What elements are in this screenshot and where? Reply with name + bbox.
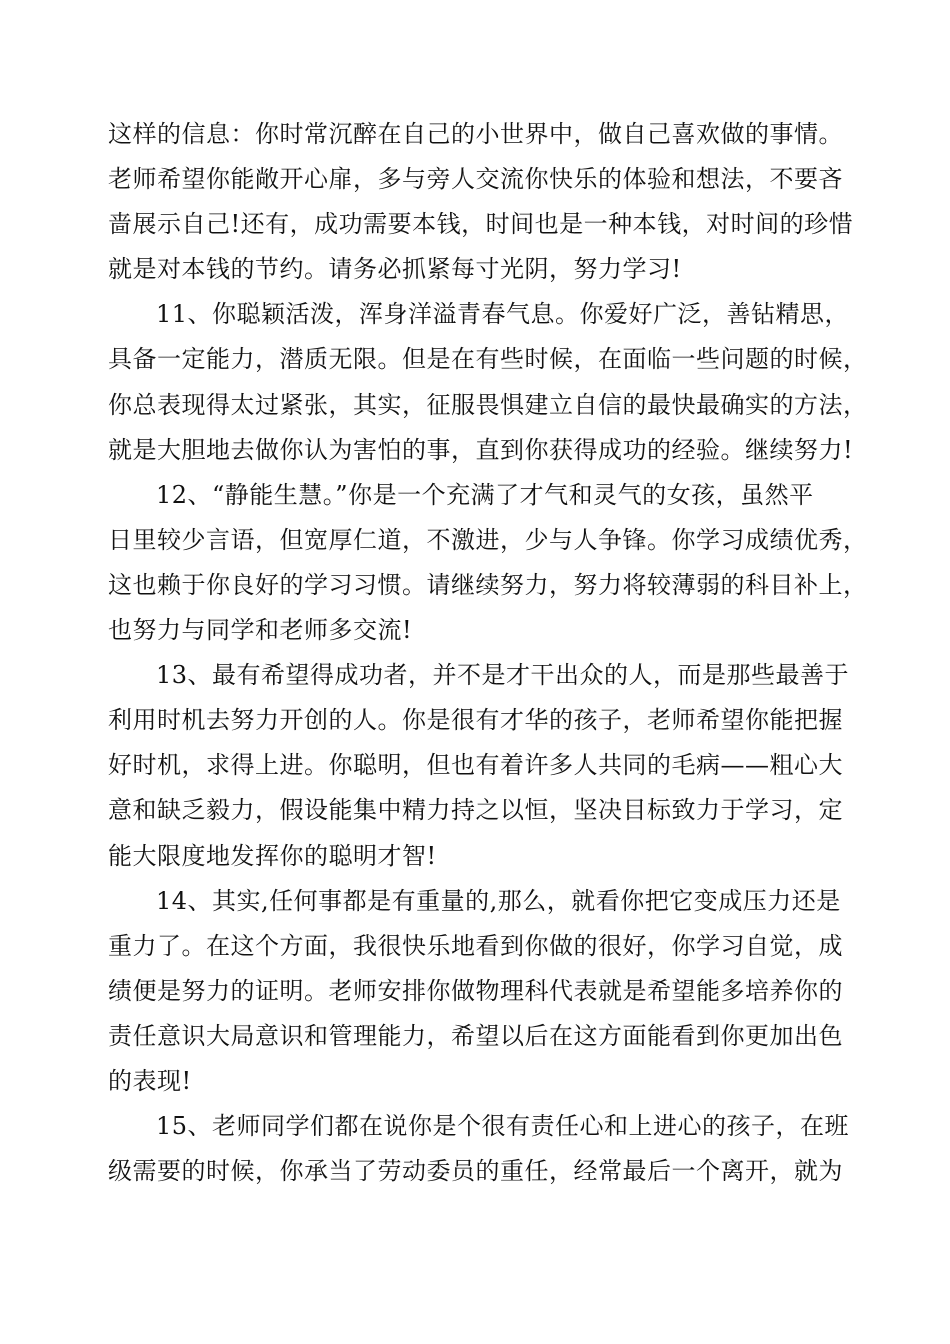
text-line: 13、最有希望得成功者，并不是才干出众的人，而是那些最善于	[156, 661, 850, 690]
document-body	[108, 112, 868, 1194]
text-line: 能大限度地发挥你的聪明才智!	[108, 841, 437, 870]
text-line: 责任意识大局意识和管理能力，希望以后在这方面能看到你更加出色	[108, 1021, 843, 1050]
text-line: 重力了。在这个方面，我很快乐地看到你做的很好，你学习自觉，成	[108, 931, 843, 960]
paragraph-15	[108, 1104, 850, 1194]
paragraph-14	[108, 879, 843, 1104]
text-line: 的表现!	[108, 1066, 192, 1095]
text-line: 日里较少言语，但宽厚仁道，不激进，少与人争锋。你学习成绩优秀，	[108, 525, 868, 554]
text-line: 11、你聪颖活泼，浑身洋溢青春气息。你爱好广泛，善钻精思，	[156, 300, 850, 329]
text-line: 啬展示自己!还有，成功需要本钱，时间也是一种本钱，对时间的珍惜	[108, 210, 854, 239]
paragraph-12	[108, 473, 868, 653]
text-line: 好时机，求得上进。你聪明，但也有着许多人共同的毛病——粗心大	[108, 751, 843, 780]
paragraph-11	[108, 292, 868, 472]
text-line: 12、“静能生慧。”你是一个充满了才气和灵气的女孩，虽然平	[156, 480, 814, 509]
text-line: 意和缺乏毅力，假设能集中精力持之以恒，坚决目标致力于学习，定	[108, 796, 843, 825]
text-line: 也努力与同学和老师多交流!	[108, 616, 413, 645]
text-line: 这也赖于你良好的学习习惯。请继续努力，努力将较薄弱的科目补上，	[108, 570, 868, 599]
text-line: 14、其实,任何事都是有重量的,那么，就看你把它变成压力还是	[156, 886, 841, 915]
text-line: 这样的信息：你时常沉醉在自己的小世界中，做自己喜欢做的事情。	[108, 120, 843, 148]
paragraph-13	[108, 653, 850, 878]
text-line: 具备一定能力，潜质无限。但是在有些时候，在面临一些问题的时候，	[108, 345, 868, 374]
text-line: 就是大胆地去做你认为害怕的事，直到你获得成功的经验。继续努力!	[108, 435, 854, 464]
text-line: 绩便是努力的证明。老师安排你做物理科代表就是希望能多培养你的	[108, 976, 843, 1005]
text-line: 利用时机去努力开创的人。你是很有才华的孩子，老师希望你能把握	[108, 706, 843, 735]
paragraph-10-continued	[108, 112, 854, 292]
text-line: 你总表现得太过紧张，其实，征服畏惧建立自信的最快最确实的方法，	[108, 390, 868, 419]
text-line: 级需要的时候，你承当了劳动委员的重任，经常最后一个离开，就为	[108, 1157, 843, 1186]
text-line: 就是对本钱的节约。请务必抓紧每寸光阴，努力学习!	[108, 255, 682, 284]
text-line: 老师希望你能敞开心扉，多与旁人交流你快乐的体验和想法，不要吝	[108, 165, 843, 194]
text-line: 15、老师同学们都在说你是个很有责任心和上进心的孩子，在班	[156, 1112, 850, 1141]
